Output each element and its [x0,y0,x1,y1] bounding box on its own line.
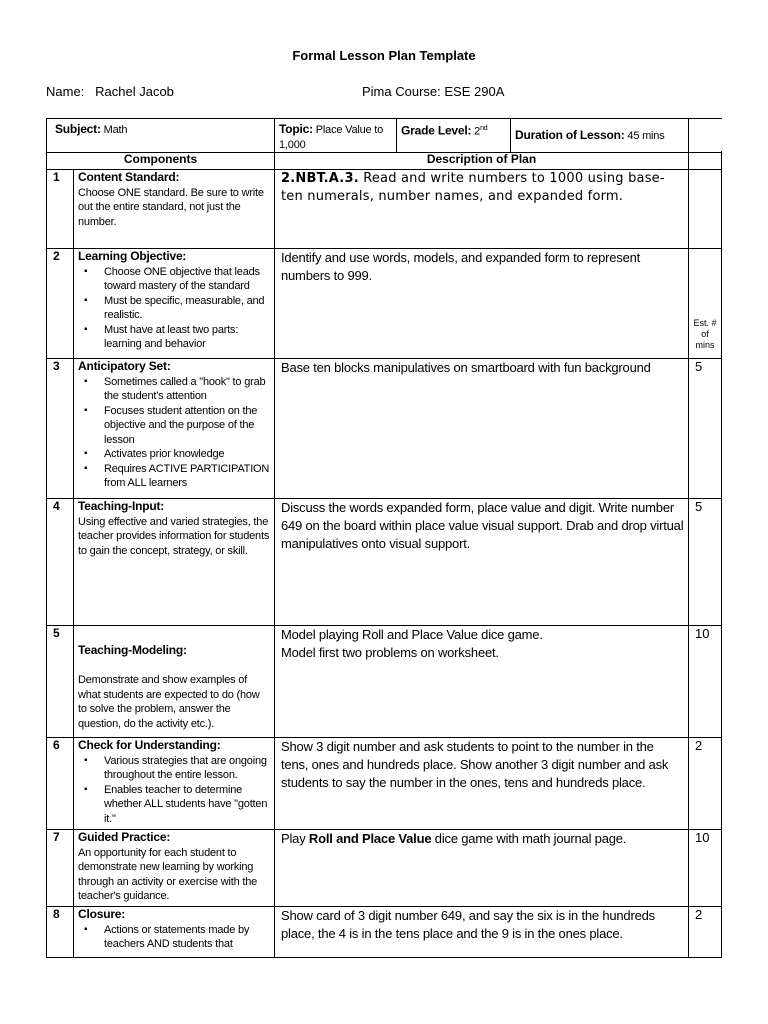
plan-row-8 [46,906,722,958]
row-number: 8 [46,906,73,957]
row-number: 3 [46,358,73,498]
row-number: 1 [46,169,73,248]
bullet-item: ▪ Actions or statements made by teachers AND students that [104,923,270,952]
mins-cell [688,169,722,248]
description-header: Description of Plan [274,151,688,169]
row-number: 4 [46,498,73,625]
mins-header-spacer [688,151,722,169]
plan-row-7 [46,829,722,907]
duration-cell: Duration of Lesson: 45 mins [510,119,688,152]
row-number: 7 [46,829,73,906]
plan-row-5 [46,625,722,738]
component-cell: Content Standard: Choose ONE standard. Be sure to write out the entire standard, not just the number. [73,169,274,248]
row-number: 5 [46,625,73,737]
row-number: 2 [46,248,73,358]
component-cell: Learning Objective: ▪ Choose ONE objective that leads toward mastery of the standard ▪ Must be specific, measurable, and realistic. ▪ Must have at least two parts: learning and behavior [73,248,274,358]
component-cell: Check for Understanding: ▪ Various strategies that are ongoing throughout the entire lesson. ▪ Enables teacher to determine whether ALL students have "gotten it." [73,737,274,829]
description-cell: Play Roll and Place Value dice game with math journal page. [274,829,688,906]
course-field: Pima Course: ESE 290A [362,84,505,99]
name-field: Name: Rachel Jacob [46,84,174,99]
document-title: Formal Lesson Plan Template [292,48,476,63]
bullet-item: ▪ Activates prior knowledge [104,447,270,462]
bullet-item: ▪ Must have at least two parts: learning and behavior [104,323,270,352]
component-cell: Teaching-Input: Using effective and varied strategies, the teacher provides information for students to gain the concept, strategy, or skill. [73,498,274,625]
topic-cell: Topic: Place Value to 1,000 [274,119,396,152]
description-cell: 2.NBT.A.3. Read and write numbers to 1000 using base-ten numerals, number names, and expanded form. [274,169,688,248]
bullet-item: ▪ Sometimes called a "hook" to grab the student's attention [104,375,270,404]
bullet-item: ▪ Focuses student attention on the objective and the purpose of the lesson [104,404,270,448]
description-cell: Base ten blocks manipulatives on smartboard with fun background [274,358,688,498]
mins-cell: 2 [688,737,722,829]
components-header: Components [46,151,274,169]
grade-cell: Grade Level: 2nd [396,119,510,152]
row-number: 6 [46,737,73,829]
plan-row-4 [46,498,722,626]
plan-row-1 [46,169,722,249]
mins-cell: 10 [688,625,722,737]
bullet-item: ▪ Requires ACTIVE PARTICIPATION from ALL learners [104,462,270,491]
plan-row-6 [46,737,722,830]
description-cell: Model playing Roll and Place Value dice game. Model first two problems on worksheet. [274,625,688,737]
bullet-item: ▪ Must be specific, measurable, and realistic. [104,294,270,323]
component-cell: Closure: ▪ Actions or statements made by teachers AND students that [73,906,274,957]
plan-row-2 [46,248,722,359]
mins-cell: 2 [688,906,722,957]
bullet-item: ▪ Enables teacher to determine whether ALL students have "gotten it." [104,783,270,827]
component-cell: Guided Practice: An opportunity for each student to demonstrate new learning by working through an activity or exercise with the teacher's guidance. [73,829,274,906]
bullet-item: ▪ Various strategies that are ongoing throughout the entire lesson. [104,754,270,783]
mins-cell: 5 [688,358,722,498]
mins-cell: 10 [688,829,722,906]
description-cell: Show card of 3 digit number 649, and say the six is in the hundreds place, the 4 is in the tens place and the 9 is in the ones place. [274,906,688,957]
header-row [46,118,722,153]
plan-row-3 [46,358,722,499]
mins-cell: 5 [688,498,722,625]
description-cell: Show 3 digit number and ask students to point to the number in the tens, ones and hundreds place. Show another 3 digit number and ask students to say the number in the ones, tens and hundreds place. [274,737,688,829]
component-cell: Anticipatory Set: ▪ Sometimes called a "hook" to grab the student's attention ▪ Focuses student attention on the objective and the purpose of the lesson ▪ Activates prior knowledge ▪ Requires ACTIVE PARTICIPATION from ALL learners [73,358,274,498]
header-end-cell [688,119,689,152]
description-cell: Discuss the words expanded form, place value and digit. Write number 649 on the board within place value visual support. Drab and drop virtual manipulatives onto visual support. [274,498,688,625]
est-mins-label: Est. # of mins [688,248,722,358]
subject-cell: Subject: Math [46,119,274,152]
description-cell: Identify and use words, models, and expanded form to represent numbers to 999. [274,248,688,358]
bullet-item: ▪ Choose ONE objective that leads toward mastery of the standard [104,265,270,294]
column-header-row [46,151,722,170]
component-cell: Teaching-Modeling: Demonstrate and show examples of what students are expected to do (how to solve the problem, answer the question, do the activity etc.). [73,625,274,737]
